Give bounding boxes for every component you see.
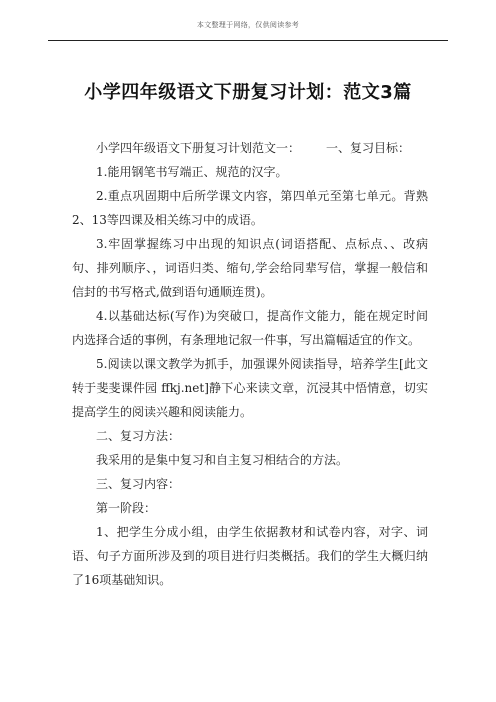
paragraph-method: 我采用的是集中复习和自主复习相结合的方法。 [96, 453, 349, 467]
paragraph-3: 3.牢固掌握练习中出现的知识点(词语搭配、点标点、、改病句、排列顺序、，词语归类、缩句,学会给同辈写信，掌握一般信和信封的书写格式,做到语句通顺连贯)。 [72, 237, 428, 299]
intro-line [72, 136, 428, 160]
paragraph-1: 1.能用钢笔书写端正、规范的汉字。 [96, 165, 288, 179]
document-body [72, 136, 428, 592]
header-note: 本文整理于网络，仅供阅读参考 [196, 21, 300, 29]
intro-right: 一、复习目标： [326, 141, 411, 155]
paragraph-2: 2.重点巩固期中后所学课文内容，第四单元至第七单元。背熟2、13等四课及相关练习中的成语。 [72, 189, 428, 227]
paragraph-4: 4.以基础达标(写作)为突破口，提高作文能力，能在规定时间内选择合适的事例，有条理地记叙一件事，写出篇幅适宜的作文。 [72, 309, 428, 347]
paragraph-stage-1: 1、把学生分成小组，由学生依据教材和试卷内容，对字、词语、句子方面所涉及到的项目进行归类概括。我们的学生大概归纳了16项基础知识。 [72, 525, 428, 587]
section-heading-content: 三、复习内容： [96, 477, 181, 491]
document-title: 小学四年级语文下册复习计划：范文3篇 [84, 82, 412, 103]
paragraph-5: 5.阅读以课文教学为抓手，加强课外阅读指导，培养学生[此文转于斐斐课件园 ffkj.net]静下心来读文章，沉浸其中悟情意，切实提高学生的阅读兴趣和阅读能力。 [72, 357, 428, 419]
section-heading-method: 二、复习方法： [96, 429, 181, 443]
intro-left: 小学四年级语文下册复习计划范文一： [96, 141, 301, 155]
stage-heading: 第一阶段： [96, 501, 157, 515]
header-divider [48, 40, 448, 41]
